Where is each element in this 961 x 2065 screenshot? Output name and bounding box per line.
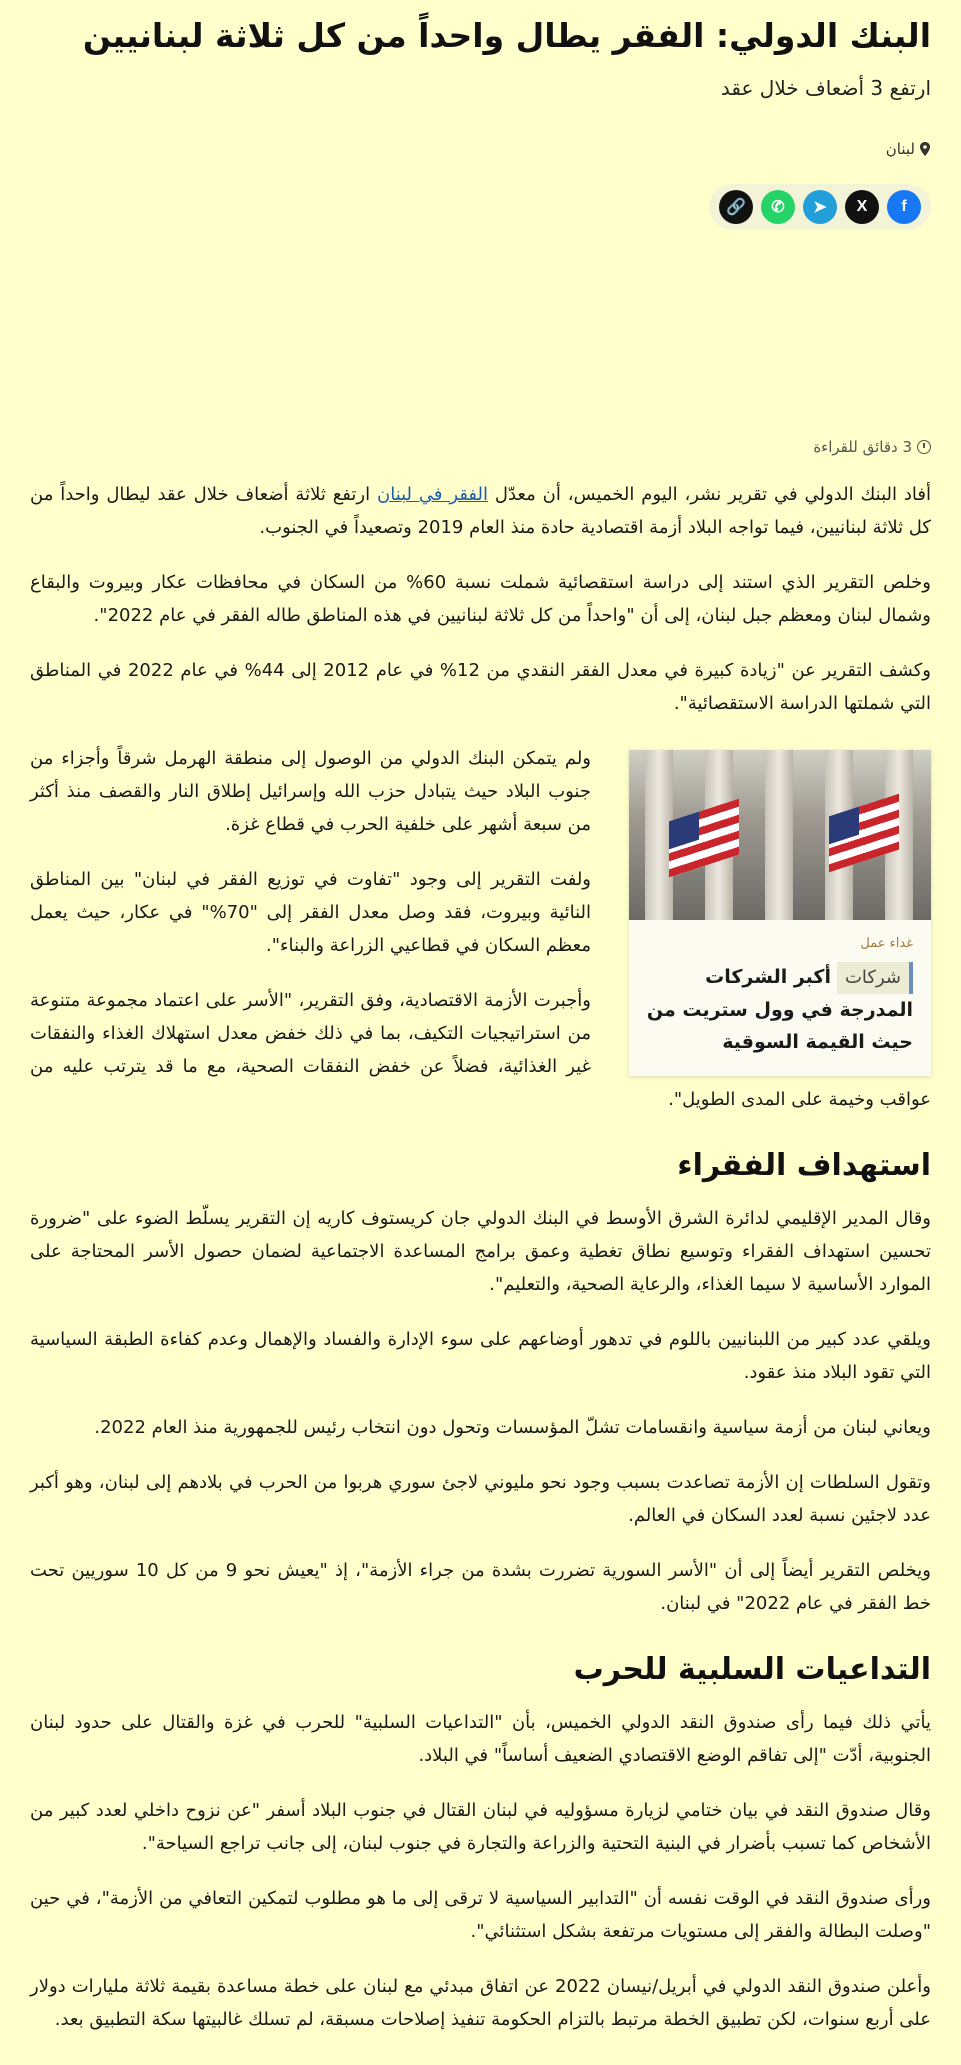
read-time-label: 3 دقائق للقراءة (813, 438, 912, 456)
related-article-image[interactable] (629, 750, 931, 920)
article-paragraph: ويعاني لبنان من أزمة سياسية وانقسامات تشلّ المؤسسات وتحول دون انتخاب رئيس للجمهورية منذ العام 2022. (94, 1417, 931, 1438)
ad-placeholder (30, 230, 931, 438)
article-paragraph: وتقول السلطات إن الأزمة تصاعدت بسبب وجود نحو مليوني لاجئ سوري هربوا من الحرب في بلادهم إلى لبنان، وهو أكبر عدد لاجئين نسبة لعدد السكان في العالم. (30, 1472, 931, 1526)
paragraph-text: ارتفع ثلاثة أضعاف خلال عقد ليطال واحداً من كل ثلاثة لبنانيين، فيما تواجه البلاد أزمة اقتصادية حادة منذ العام 2019 وتصعيداً في الجنوب. (30, 484, 931, 538)
article-paragraph: يأتي ذلك فيما رأى صندوق النقد الدولي الخميس، بأن "التداعيات السلبية" للحرب في غزة والقتال على حدود لبنان الجنوبية، أدّت "إلى تفاقم الوضع الاقتصادي الضعيف أساساً" في البلاد. (30, 1712, 931, 1766)
read-time (30, 438, 931, 456)
clock-icon (917, 440, 931, 454)
related-article-kicker: غداء عمل (860, 936, 913, 951)
article-subtitle: ارتفع 3 أضعاف خلال عقد (720, 76, 931, 100)
article-paragraph: ولفت التقرير إلى وجود "تفاوت في توزيع الفقر في لبنان" بين المناطق النائية وبيروت، فقد وصل معدل الفقر إلى "70%" في عكار، حيث يعمل معظم السكان في قطاعيي الزراعة والبناء". (30, 869, 591, 956)
section-heading: استهداف الفقراء (677, 1148, 931, 1183)
body-with-related (30, 742, 931, 1116)
article-paragraph: ولم يتمكن البنك الدولي من الوصول إلى منطقة الهرمل شرقاً وأجزاء من جنوب البلاد حيث يتبادل حزب الله وإسرائيل إطلاق النار والقصف منذ أكثر من سبعة أشهر على خلفية الحرب في قطاع غزة. (30, 748, 591, 835)
telegram-share-icon[interactable]: ➤ (803, 190, 837, 224)
article-paragraph: وأعلن صندوق النقد الدولي في أبريل/نيسان 2022 عن اتفاق مبدئي مع لبنان على خطة مساعدة بقيمة ثلاثة مليارات دولار على أربع سنوات، لكن تطبيق الخطة مرتبط بالتزام الحكومة تنفيذ إصلاحات مسبقة، لم تسلك غالبيتها سكة التطبيق بعد. (30, 1976, 931, 2030)
copy-link-icon[interactable]: 🔗 (719, 190, 753, 224)
related-article-title[interactable] (643, 961, 913, 1058)
x-share-icon[interactable]: X (845, 190, 879, 224)
article-paragraph: وأجبرت الأزمة الاقتصادية، وفق التقرير، "الأسر على اعتماد مجموعة متنوعة من استراتيجيات التكيف، بما في ذلك خفض معدل استهلاك الغذاء والنفقات غير الغذائية، فضلاً عن خفض النفقات الصحية، مع ما قد يترتب عليه من عواقب وخيمة على المدى الطويل". (30, 990, 931, 1110)
related-article-card[interactable] (629, 750, 931, 1076)
whatsapp-share-icon[interactable]: ✆ (761, 190, 795, 224)
article-paragraph: ويلقي عدد كبير من اللبنانيين باللوم في تدهور أوضاعهم على سوء الإدارة والفساد والإهمال وعدم كفاءة الطبقة السياسية التي تقود البلاد منذ عقود. (30, 1329, 931, 1383)
location-label: لبنان (885, 140, 915, 158)
article-paragraph: وقال المدير الإقليمي لدائرة الشرق الأوسط في البنك الدولي جان كريستوف كاريه إن التقرير يسلّط الضوء على "ضرورة تحسين استهداف الفقراء وتوسيع نطاق تغطية وعمق برامج المساعدة الاجتماعية لضمان حصول الأسر المحتاجة على الموارد الأساسية لا سيما الغذاء، والرعاية الصحية، والتعليم". (30, 1208, 931, 1295)
article-paragraph: ورأى صندوق النقد في الوقت نفسه أن "التدابير السياسية لا ترقى إلى ما هو مطلوب لتمكين التعافي من الأزمة"، في حين "وصلت البطالة والفقر إلى مستويات مرتفعة بشكل استثنائي". (30, 1888, 931, 1942)
share-bar (709, 184, 931, 230)
paragraph-text: أفاد البنك الدولي في تقرير نشر، اليوم الخميس، أن معدّل (488, 484, 931, 505)
map-pin-icon (919, 142, 931, 156)
article-headline: البنك الدولي: الفقر يطال واحداً من كل ثلاثة لبنانيين (82, 16, 931, 55)
article-paragraph: وكشف التقرير عن "زيادة كبيرة في معدل الفقر النقدي من 12% في عام 2012 إلى 44% في عام 2022 في المناطق التي شملتها الدراسة الاستقصائية". (30, 660, 931, 714)
related-title-text: أكبر الشركات المدرجة في وول ستريت من حيث القيمة السوقية (646, 966, 913, 1053)
article-paragraph (30, 478, 931, 544)
category-tag[interactable]: شركات (837, 962, 913, 994)
article-paragraph: وخلص التقرير الذي استند إلى دراسة استقصائية شملت نسبة 60% من السكان في محافظات عكار وبيروت والبقاع وشمال لبنان ومعظم جبل لبنان، إلى أن "واحداً من كل ثلاثة لبنانيين في هذه المناطق طاله الفقر في عام 2022". (30, 572, 931, 626)
article-paragraph: وقال صندوق النقد في بيان ختامي لزيارة مسؤوليه في لبنان القتال في جنوب البلاد أسفر "عن نزوح داخلي لعدد كبير من الأشخاص كما تسبب بأضرار في البنية التحتية والزراعة والتجارة في جنوب لبنان، إلى جانب تراجع السياحة". (30, 1800, 931, 1854)
article-paragraph: ويخلص التقرير أيضاً إلى أن "الأسر السورية تضررت بشدة من جراء الأزمة"، إذ "يعيش نحو 9 من كل 10 سوريين تحت خط الفقر في عام 2022" في لبنان. (30, 1560, 931, 1614)
location-tag[interactable] (30, 140, 931, 158)
facebook-share-icon[interactable]: f (887, 190, 921, 224)
section-heading: التداعيات السلبية للحرب (573, 1652, 931, 1687)
poverty-link[interactable]: الفقر في لبنان (376, 484, 489, 505)
